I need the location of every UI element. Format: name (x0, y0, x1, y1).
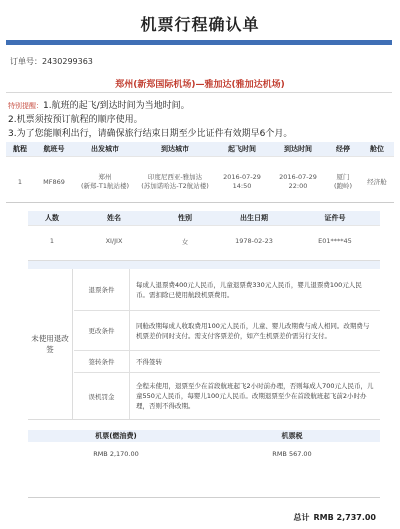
fare-header-tax: 机票税 (204, 430, 380, 442)
total-value: RMB 2,737.00 (313, 513, 376, 522)
pax-birth: 1978-02-23 (218, 225, 290, 257)
flight-dep-time: 2016-07-29 14:50 (214, 156, 270, 208)
rules-category-label: 未使用退改签 (28, 269, 73, 419)
flight-header-arr-time: 到达时间 (270, 142, 326, 156)
flight-table (6, 142, 394, 208)
rule-key-noshow: 误机罚金 (74, 373, 130, 419)
fare-row (28, 442, 380, 466)
pax-gender: 女 (152, 225, 218, 257)
arr-city: 印度尼西亚-雅加达 (147, 173, 203, 182)
route-divider (6, 92, 392, 93)
flight-header-flight-no: 航班号 (34, 142, 74, 156)
special-notes (8, 99, 398, 141)
flight-departure (74, 156, 136, 208)
flight-number: MF869 (34, 156, 74, 208)
rule-row-refund (74, 269, 380, 311)
fare-tax-value: RMB 567.00 (272, 450, 312, 458)
flight-header-stop: 经停 (326, 142, 360, 156)
fare-divider (28, 497, 380, 498)
flight-stop (326, 156, 360, 208)
grand-total (294, 512, 376, 523)
pax-id: E01****45 (290, 225, 380, 257)
order-number (10, 56, 93, 67)
passenger-row (28, 225, 380, 257)
flight-index: 1 (6, 156, 34, 208)
order-label: 订单号： (10, 57, 42, 66)
flight-row (6, 156, 394, 208)
pax-header-gender: 性别 (152, 211, 218, 225)
order-value: 2430299363 (42, 57, 93, 66)
passenger-table (28, 211, 380, 257)
rules-header-bar (28, 261, 380, 269)
pax-header-count: 人数 (28, 211, 76, 225)
pax-header-birth: 出生日期 (218, 211, 290, 225)
notes-label: 特别提醒： (8, 102, 43, 110)
dep-airport: (新郑-T1航站楼) (80, 182, 130, 191)
flight-header-dep-city: 出发城市 (74, 142, 136, 156)
rule-value-change: 同舱改期每成人收取费用100元人民币，儿童、婴儿改期费与成人相同。改期费与机票差价同时支付。需支付客票差价，如产生机票差价需另行支付。 (136, 321, 370, 340)
note-line-3: 3.为了您能顺利出行，请确保旅行结束日期至少比证件有效期早6个月。 (8, 129, 293, 139)
pax-name: XI/JIX (76, 225, 152, 257)
flight-header-dep-time: 起飞时间 (214, 142, 270, 156)
stop-note: (跑岭) (333, 182, 353, 191)
rule-row-noshow (74, 373, 380, 419)
rule-value-refund: 每成人退票费400元人民币，儿童退票费330元人民币，婴儿退票费100元人民币。需扣除已使用航段机票费用。 (136, 280, 362, 299)
fare-ticket-value: RMB 2,170.00 (93, 450, 139, 458)
title-divider (6, 40, 392, 45)
stop-city: 厦门 (336, 173, 350, 182)
note-line-1: 1.航班的起飞/到达时间为当地时间。 (43, 101, 190, 111)
rule-value-noshow: 全程未使用，退票至少在首段航班起飞2小时前办理，否则每成人700元人民币，儿童550元人民币，每婴儿100元人民币。改期退票至少在首段航班起飞前2小时办理，否则不得改期。 (136, 382, 374, 410)
page-title: 机票行程确认单 (140, 15, 260, 34)
rule-key-change: 更改条件 (74, 311, 130, 350)
rule-key-refund: 退票条件 (74, 269, 130, 310)
rule-row-endorse (74, 351, 380, 373)
rule-value-endorse: 不得签转 (136, 357, 162, 366)
flight-header-cabin: 舱位 (360, 142, 394, 156)
flight-cabin: 经济舱 (360, 156, 394, 208)
flight-header-trip: 航程 (6, 142, 34, 156)
note-line-2: 2.机票须按预订航程的顺序使用。 (8, 115, 143, 125)
arr-airport: (苏加诺哈达-T2航站楼) (141, 182, 209, 191)
refund-change-rules (28, 260, 380, 420)
total-label: 总计 (293, 513, 310, 522)
fare-table (28, 430, 380, 466)
rule-row-change (74, 311, 380, 351)
flight-arr-time: 2016-07-29 22:00 (270, 156, 326, 208)
pax-count: 1 (28, 225, 76, 257)
rule-key-endorse: 签转条件 (74, 351, 130, 372)
fare-header-ticket: 机票(燃油费) (28, 430, 204, 442)
pax-header-id: 证件号 (290, 211, 380, 225)
flight-divider (6, 202, 394, 203)
pax-header-name: 姓名 (76, 211, 152, 225)
flight-header-arr-city: 到达城市 (136, 142, 214, 156)
flight-arrival (136, 156, 214, 208)
route-title: 郑州(新郑国际机场)—雅加达(雅加达机场) (115, 80, 285, 90)
dep-city: 郑州 (98, 173, 112, 182)
